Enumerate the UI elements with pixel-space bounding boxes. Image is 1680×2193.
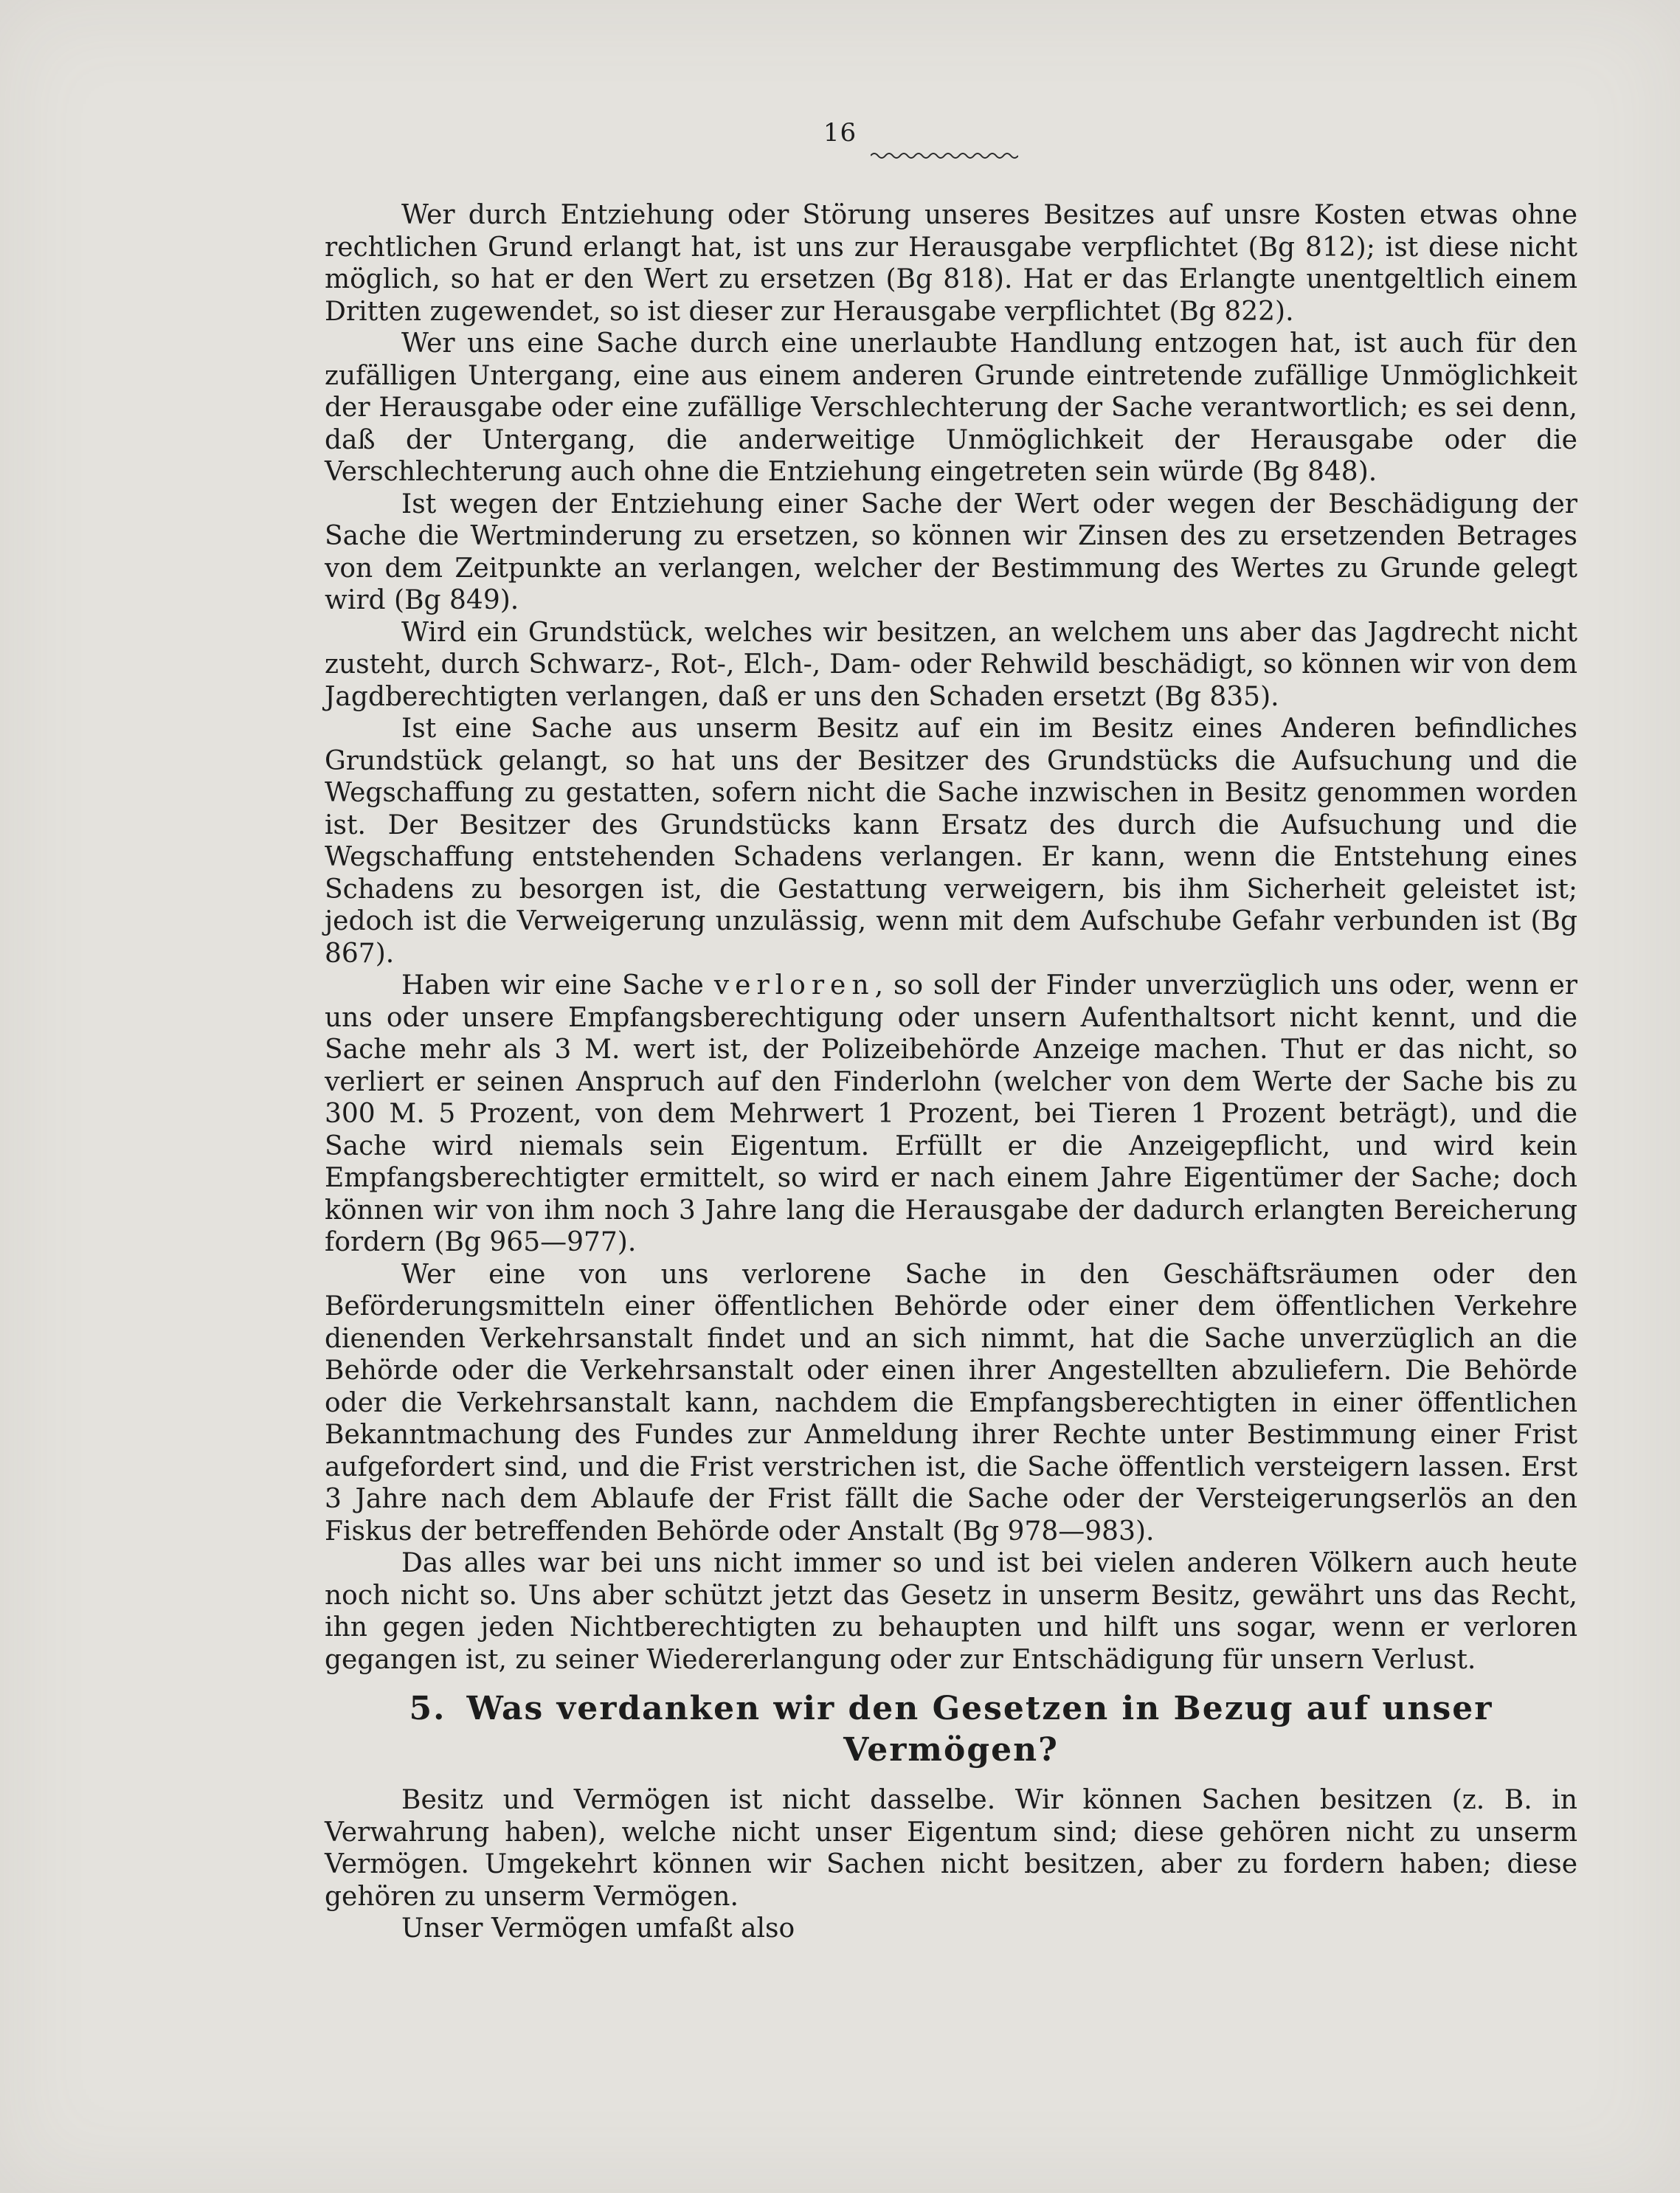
section-title: Was verdanken wir den Gesetzen in Bezug auf unser Vermögen? [466,1690,1493,1769]
section-body-text [325,1784,1577,1945]
paragraph: Das alles war bei uns nicht immer so und ist bei vielen anderen Völkern auch heute noch nicht so. Uns aber schützt jetzt das Gesetz in unserm Besitz, gewährt uns das Recht, ihn gegen jeden Nichtberechtigten zu behaupten und hilft uns sogar, wenn er verloren gegangen ist, zu seiner Wiedererlangung oder zur Entschädigung für unsern Verlust. [325,1548,1577,1675]
paragraph-rest: , so soll der Finder unverzüglich uns oder, wenn er uns oder unsere Empfangsberechtigung oder unsern Aufenthaltsort nicht kennt, und die Sache mehr als 3 M. wert ist, der Polizeibehörde Anzeige machen. Thut er das nicht, so verliert er seinen Anspruch auf den Finderlohn (welcher von dem Werte der Sache bis zu 300 M. 5 Prozent, von dem Mehrwert 1 Prozent, bei Tieren 1 Prozent beträgt), und die Sache wird niemals sein Eigentum. Erfüllt er die Anzeigepflicht, und wird kein Empfangsberechtigter ermittelt, so wird er nach einem Jahre Eigentümer der Sache; doch können wir von ihm noch 3 Jahre lang die Herausgabe der dadurch erlangten Bereicherung fordern (Bg 965—977). [325,970,1578,1257]
paragraph: Wird ein Grundstück, welches wir besitzen, an welchem uns aber das Jagdrecht nicht zusteht, durch Schwarz-, Rot-, Elch-, Dam- oder Rehwild beschädigt, so können wir von dem Jagdberechtigten verlangen, daß er uns den Schaden ersetzt (Bg 835). [325,617,1577,712]
paragraph: Ist eine Sache aus unserm Besitz auf ein im Besitz eines Anderen befindliches Grundstück gelangt, so hat uns der Besitzer des Grundstücks die Aufsuchung und die Wegschaffung zu gestatten, sofern nicht die Sache inzwischen in Besitz genommen worden ist. Der Besitzer des Grundstücks kann Ersatz des durch die Aufsuchung und die Wegschaffung entstehenden Schadens verlangen. Er kann, wenn die Entstehung eines Schadens zu besorgen ist, die Gestattung verweigern, bis ihm Sicherheit geleistet ist; jedoch ist die Verweigerung unzulässig, wenn mit dem Aufschube Gefahr verbunden ist (Bg 867). [325,714,1577,969]
paragraph: Besitz und Vermögen ist nicht dasselbe. Wir können Sachen besitzen (z. B. in Verwahrung haben), welche nicht unser Eigentum sind; diese gehören nicht zu unserm Vermögen. Umgekehrt können wir Sachen nicht besitzen, aber zu fordern haben; diese gehören zu unserm Vermögen. [325,1785,1577,1912]
paragraph: Unser Vermögen umfaßt also [401,1913,795,1944]
paragraph-lead: Haben wir eine Sache [401,970,714,1001]
paragraph: Wer durch Entziehung oder Störung unseres Besitzes auf unsre Kosten etwas ohne rechtlichen Grund erlangt hat, ist uns zur Herausgabe verpflichtet (Bg 812); ist diese nicht möglich, so hat er den Wert zu ersetzen (Bg 818). Hat er das Erlangte unentgeltlich einem Dritten zugewendet, so ist dieser zur Herausgabe verpflichtet (Bg 822). [325,200,1577,327]
paragraph [325,970,1577,1259]
paragraph: Wer eine von uns verlorene Sache in den Geschäftsräumen oder den Beförderungsmitteln einer öffentlichen Behörde oder einer dem öffentlichen Verkehre dienenden Verkehrsanstalt findet und an sich nimmt, hat die Sache unverzüglich an die Behörde oder die Verkehrsanstalt oder einen ihrer Angestellten abzuliefern. Die Behörde oder die Verkehrsanstalt kann, nachdem die Empfangsberechtigten in einer öffentlichen Bekanntmachung des Fundes zur Anmeldung ihrer Rechte unter Bestimmung einer Frist aufgefordert sind, und die Frist verstrichen ist, die Sache öffentlich versteigern lassen. Erst 3 Jahre nach dem Ablaufe der Frist fällt die Sache oder der Versteigerungserlös an den Fiskus der betreffenden Behörde oder Anstalt (Bg 978—983). [325,1259,1577,1547]
paragraph: Ist wegen der Entziehung einer Sache der Wert oder wegen der Beschädigung der Sache die Wertminderung zu ersetzen, so können wir Zinsen des zu ersetzenden Betrages von dem Zeitpunkte an verlangen, welcher der Bestimmung des Wertes zu Grunde gelegt wird (Bg 849). [325,488,1577,615]
section-number: 5. [409,1690,446,1727]
emphasized-word: verloren [713,970,875,1001]
section-heading [325,1688,1577,1771]
body-text [325,199,1577,1676]
paragraph: Wer uns eine Sache durch eine unerlaubte Handlung entzogen hat, ist auch für den zufälligen Untergang, eine aus einem anderen Grunde eintretende zufällige Unmöglichkeit der Herausgabe oder eine zufällige Verschlechterung der Sache verantwortlich; es sei denn, daß der Untergang, die anderweitige Unmöglichkeit der Herausgabe oder die Verschlechterung auch ohne die Entziehung eingetreten sein würde (Bg 848). [325,328,1577,487]
wavy-rule-ornament [871,149,1018,162]
page-number: 16 [823,118,857,148]
